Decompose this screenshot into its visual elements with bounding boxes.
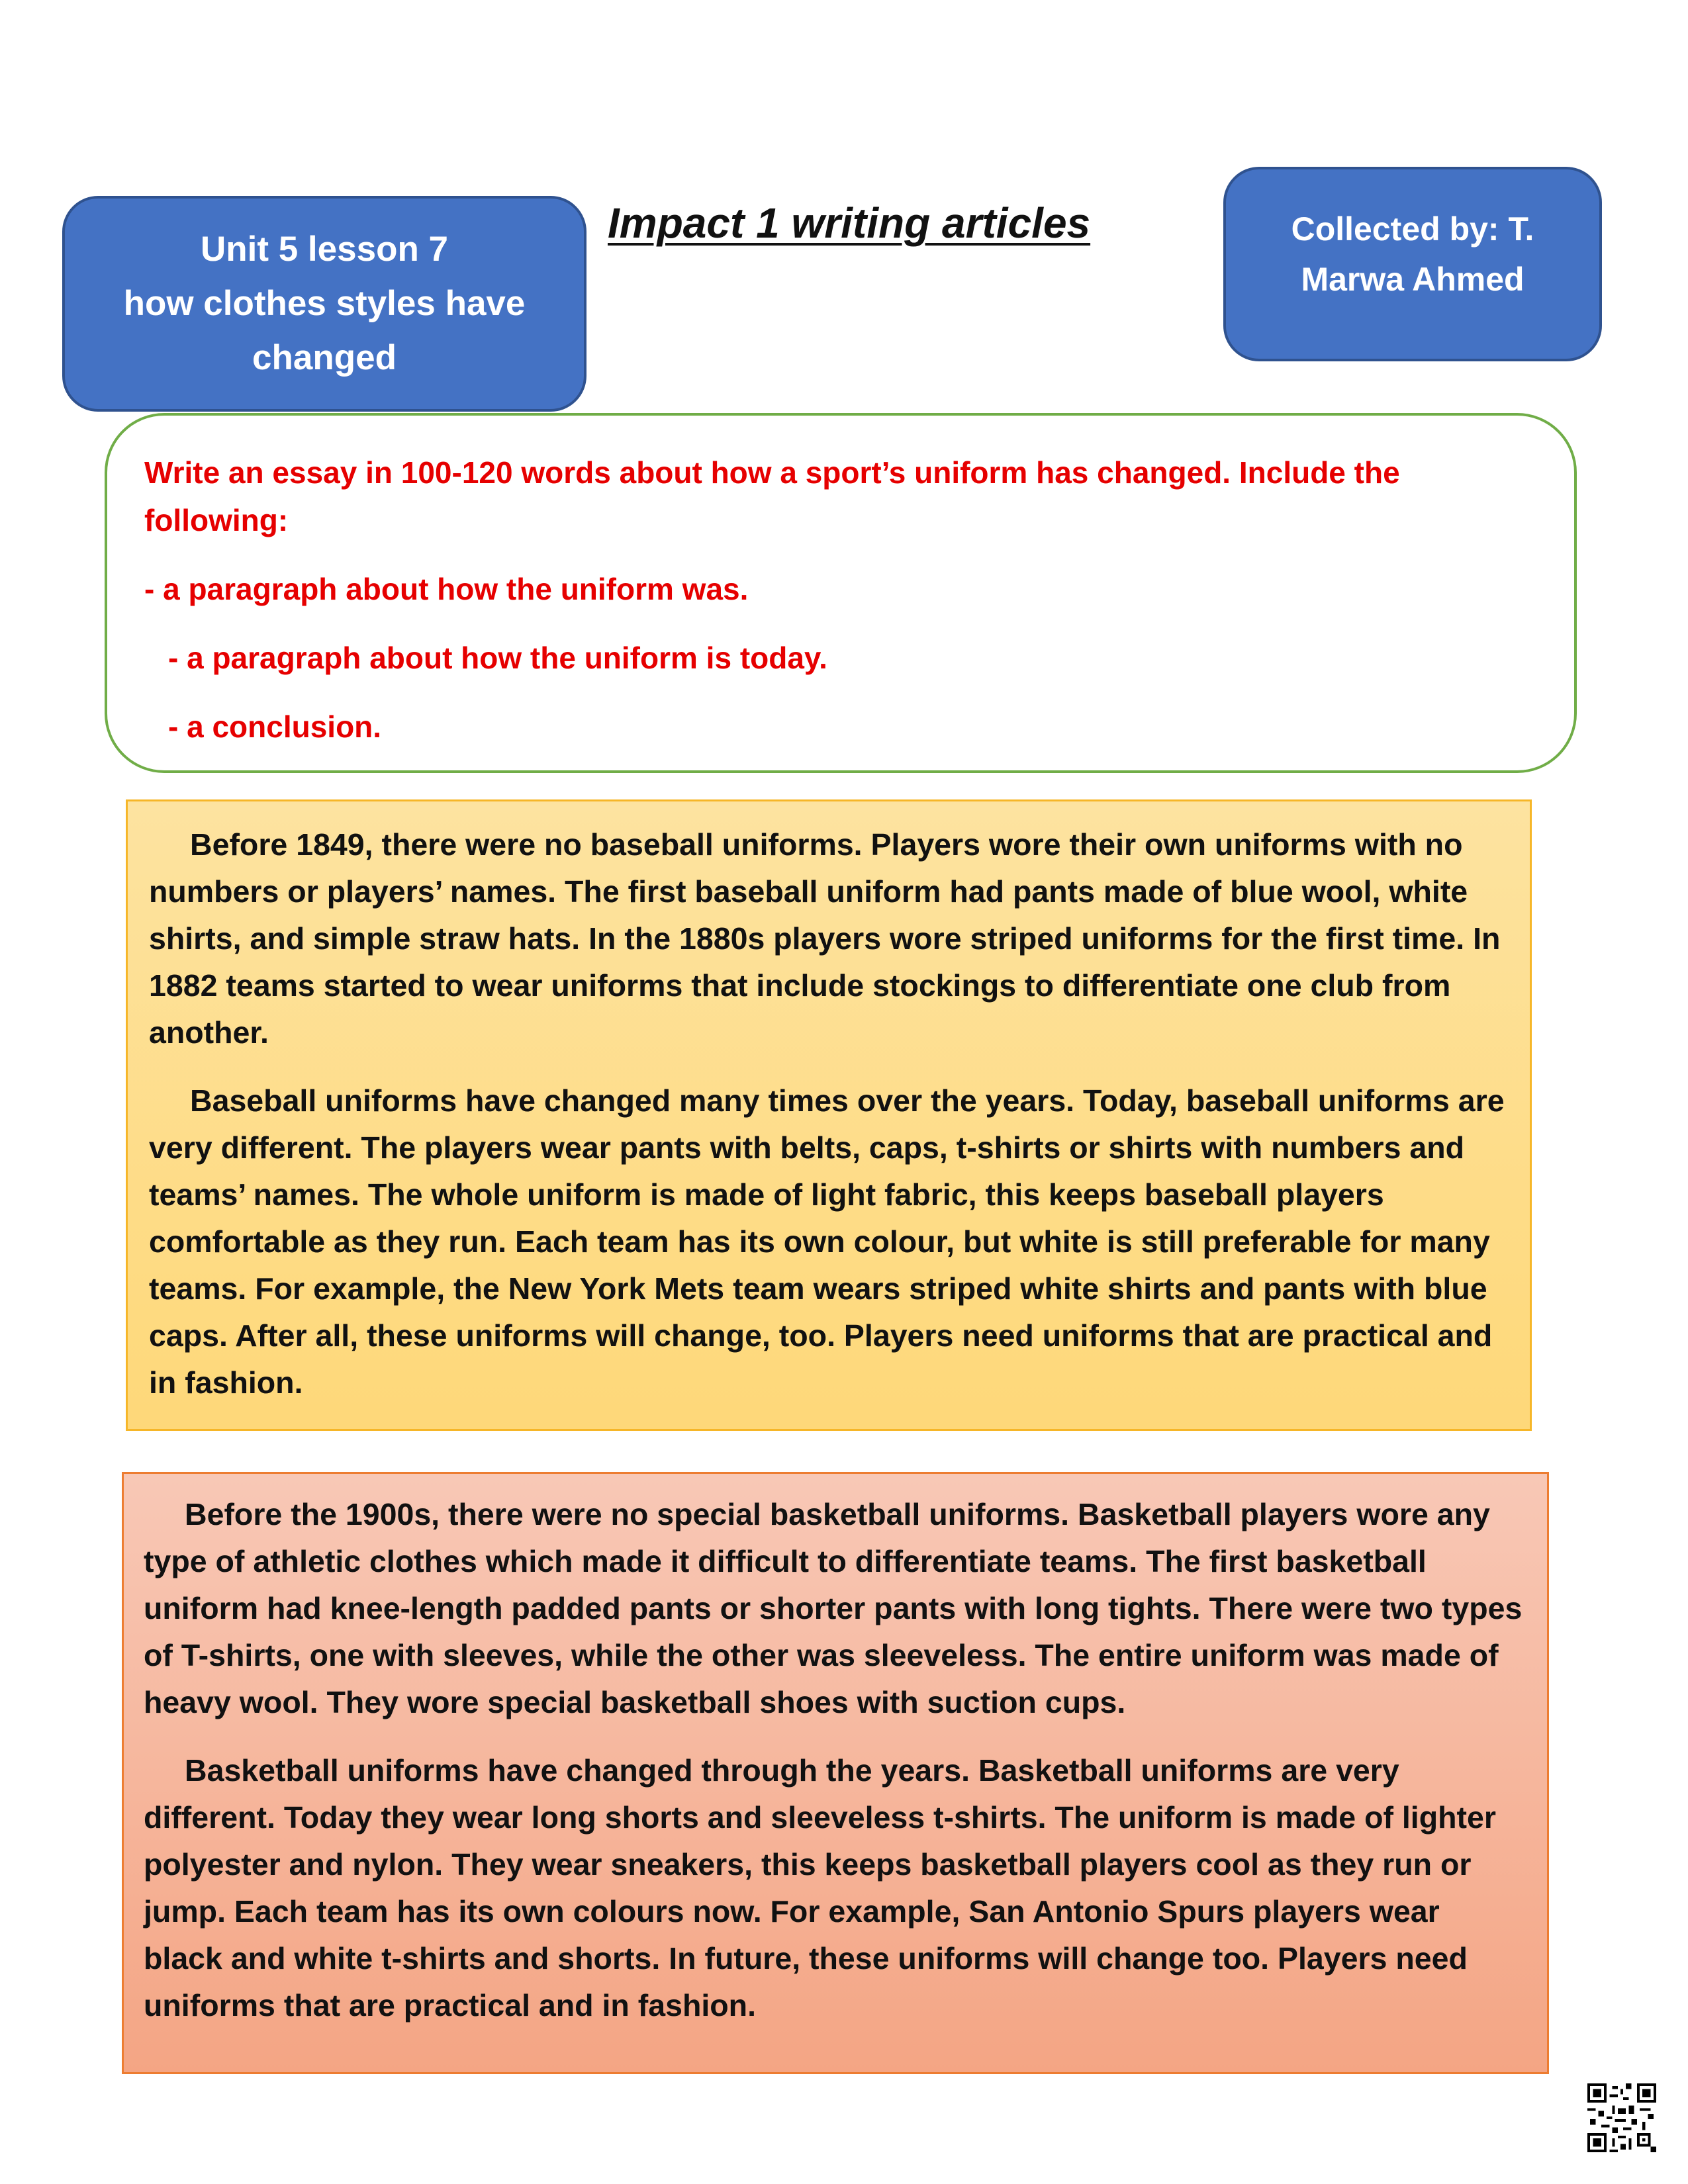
baseball-article-box — [126, 799, 1532, 1431]
prompt-item: - a conclusion. — [168, 709, 382, 744]
unit-lesson-line1: Unit 5 lesson 7 — [200, 230, 449, 269]
article-paragraph: Baseball uniforms have changed many times over the years. Today, baseball uniforms are very different. The players wear pants with belts, caps, t-shirts or shirts with numbers and teams’ names. The whole uniform is made of light fabric, this keeps baseball players comfortable as they run. Each team has its own colour, but white is still preferable for many teams. For example, the New York Mets team wears striped white shirts and pants with blue caps. After all, these uniforms will change, too. Players need uniforms that are practical and in fashion. — [149, 1083, 1505, 1400]
unit-lesson-line3: changed — [252, 338, 397, 377]
prompt-item: - a paragraph about how the uniform was. — [144, 572, 749, 606]
document-title: Impact 1 writing articles — [608, 199, 1091, 247]
unit-lesson-line2: how clothes styles have — [123, 284, 526, 323]
qr-code-icon — [1587, 2083, 1656, 2152]
unit-lesson-box — [62, 196, 586, 412]
article-paragraph: Before 1849, there were no baseball uniforms. Players wore their own uniforms with no numbers or players’ names. The first baseball uniform had pants made of blue wool, white shirts, and simple straw hats. In the 1880s players wore striped uniforms for the first time. In 1882 teams started to wear uniforms that include stockings to differentiate one club from another. — [149, 827, 1501, 1050]
prompt-item: - a paragraph about how the uniform is today. — [168, 641, 827, 675]
essay-prompt-box — [105, 413, 1577, 773]
article-paragraph: Basketball uniforms have changed through the years. Basketball uniforms are very different. Today they wear long shorts and sleeveless t-shirts. The uniform is made of lighter polyester and nylon. They wear sneakers, this keeps basketball players cool as they run or jump. Each team has its own colours now. For example, San Antonio Spurs players wear black and white t-shirts and shorts. In future, these uniforms will change too. Players need uniforms that are practical and in fashion. — [144, 1753, 1496, 2023]
basketball-article-box — [122, 1472, 1549, 2074]
article-paragraph: Before the 1900s, there were no special basketball uniforms. Basketball players wore any type of athletic clothes which made it difficult to differentiate teams. The first basketball uniform had knee-length padded pants or shorter pants with long tights. There were two types of T-shirts, one with sleeves, while the other was sleeveless. The entire uniform was made of heavy wool. They wore special basketball shoes with suction cups. — [144, 1497, 1523, 1719]
collector-line1: Collected by: T. — [1291, 210, 1534, 248]
prompt-instruction: Write an essay in 100-120 words about how a sport’s uniform has changed. Include the following: — [144, 455, 1400, 537]
collector-line2: Marwa Ahmed — [1301, 261, 1524, 298]
collector-box — [1223, 167, 1602, 361]
